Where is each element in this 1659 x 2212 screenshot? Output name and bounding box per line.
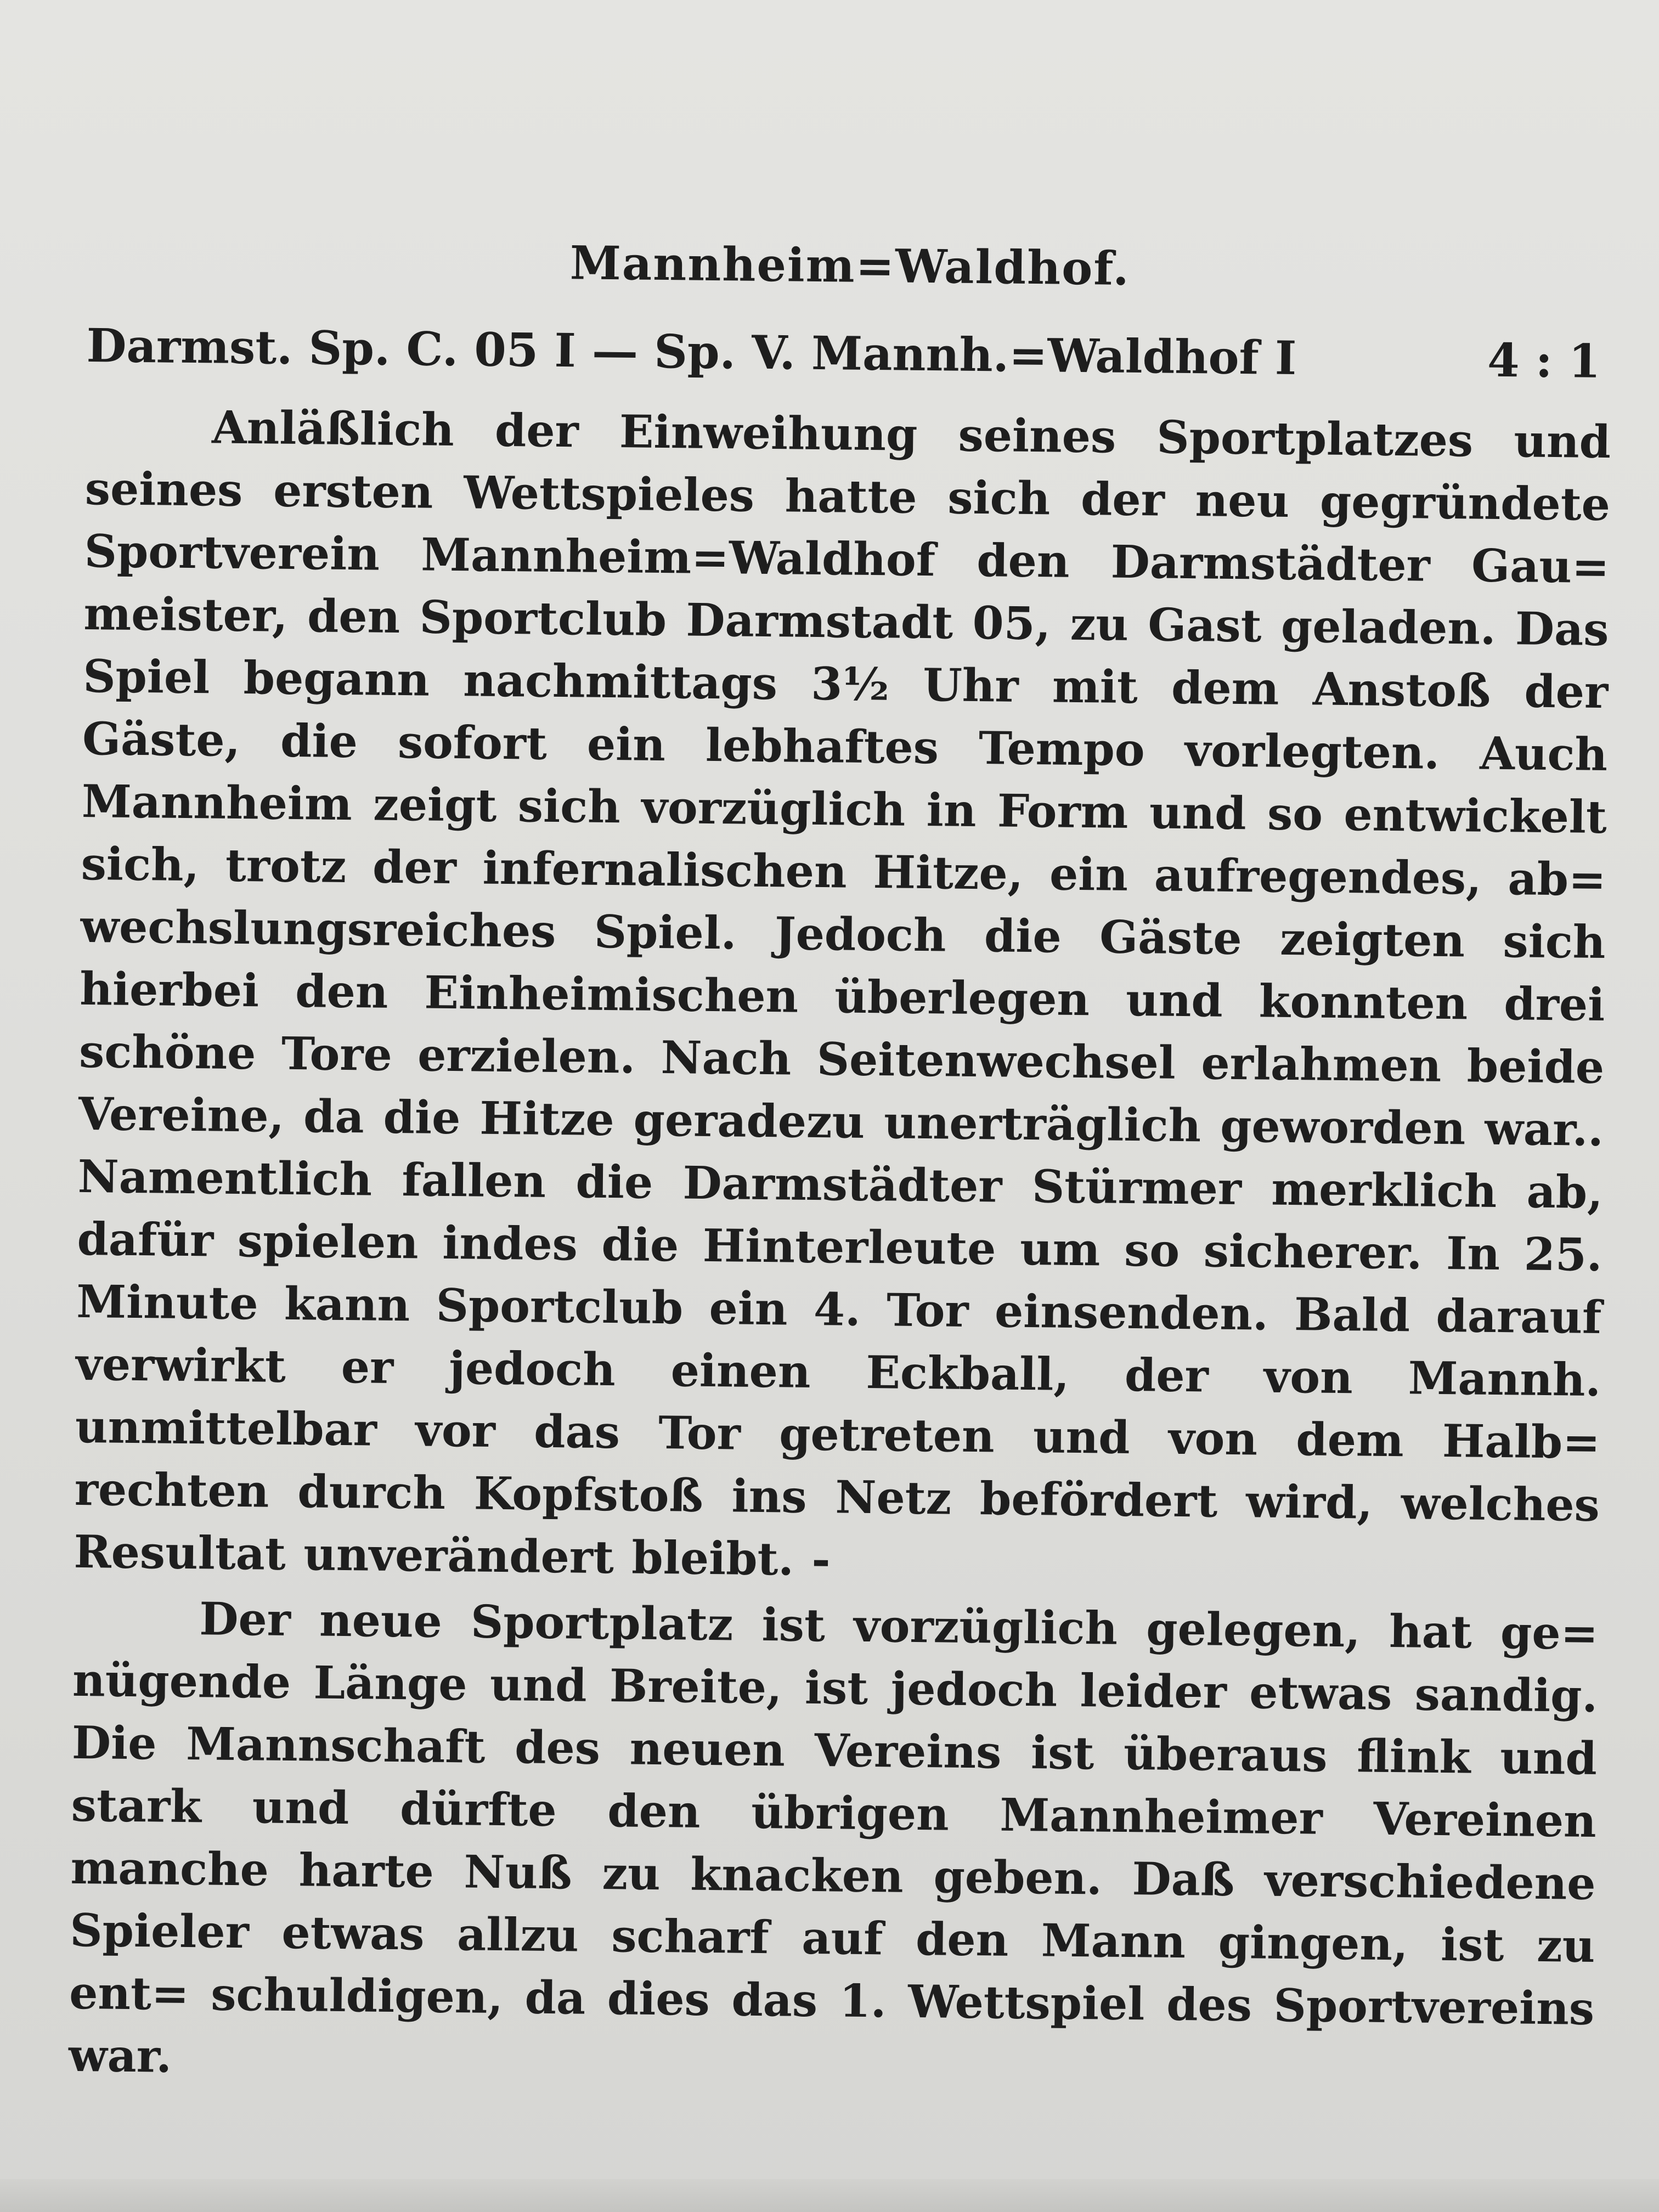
match-teams: Darmst. Sp. C. 05 I — Sp. V. Mannh.=Waldhof I xyxy=(86,318,1297,386)
page-edge xyxy=(0,2179,1659,2212)
article xyxy=(68,225,1612,2106)
article-title: Mannheim=Waldhof. xyxy=(569,235,1131,296)
match-score: 4 : 1 xyxy=(1487,332,1601,388)
match-result xyxy=(86,313,1612,394)
paragraph-match-report: Anläßlich der Einweihung seines Sportplatzes und seines ersten Wettspieles hatte sich der neu gegründete Sportverein Mannheim=Waldhof den Darmstädter Gau= meister, den Sportclub Darmstadt 05, zu Gast geladen. Das Spiel begann nachmittags 3½ Uhr mit dem Anstoß der Gäste, die sofort ein lebhaftes Tempo vorlegten. Auch Mannheim zeigt sich vorzüglich in Form und so entwickelt sich, trotz der infernalischen Hitze, ein aufregendes, ab= wechslungsreiches Spiel. Jedoch die Gäste zeigten sich hierbei den Einheimischen überlegen und konnten drei schöne Tore erzielen. Nach Seitenwechsel erlahmen beide Vereine, da die Hitze geradezu unerträglich geworden war.. Namentlich fallen die Darmstädter Stürmer merklich ab, dafür spielen indes die Hinterleute um so sicherer. In 25. Minute kann Sportclub ein 4. Tor einsenden. Bald darauf verwirkt er jedoch einen Eckball, der von Mannh. unmittelbar vor das Tor getreten und von dem Halb= rechten durch Kopfstoß ins Netz befördert wird, welches Resultat unverändert bleibt. - xyxy=(74,401,1611,1587)
paragraph-sportplatz: Der neue Sportplatz ist vorzüglich gelegen, hat ge= nügende Länge und Breite, ist jedoch leider etwas sandig. Die Mannschaft des neuen Vereins ist überaus flink und stark und dürfte den übrigen Mannheimer Vereinen manche harte Nuß zu knacken geben. Daß verschiedene Spieler etwas allzu scharf auf den Mann gingen, ist zu ent= schuldigen, da dies das 1. Wettspiel des Sportvereins war. xyxy=(68,1593,1599,2083)
